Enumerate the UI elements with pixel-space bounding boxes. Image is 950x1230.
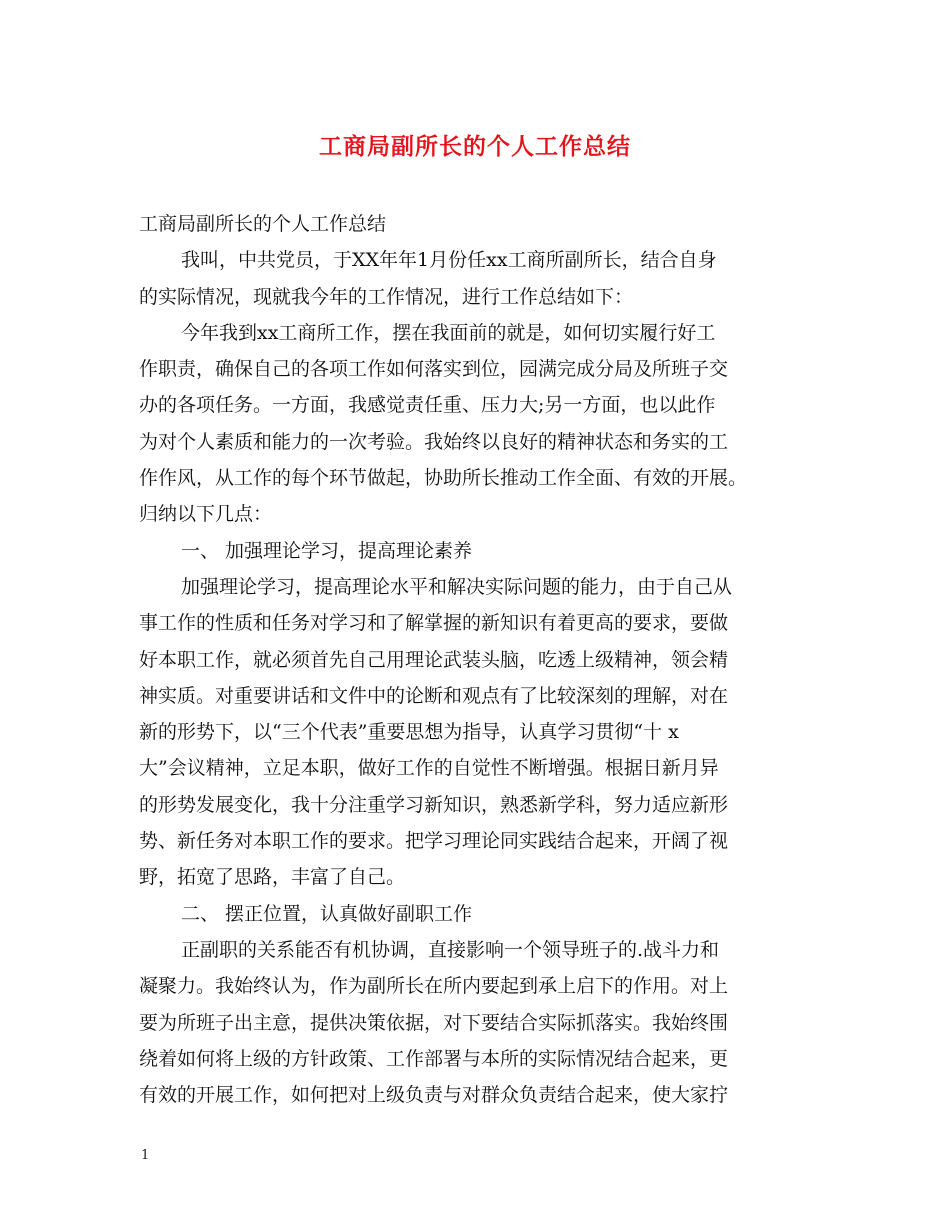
text-line: 绕着如何将上级的方针政策、工作部署与本所的实际情况结合起来，更	[139, 1047, 729, 1070]
document-body	[139, 206, 829, 1113]
text-line: 的实际情况，现就我今年的工作情况，进行工作总结如下：	[139, 285, 634, 308]
text-line: 归纳以下几点：	[139, 503, 273, 526]
text-line: 正副职的关系能否有机协调，直接影响一个领导班子的.战斗力和	[181, 938, 720, 961]
text-line: 事工作的性质和任务对学习和了解掌握的新知识有着更高的要求，要做	[139, 612, 729, 635]
text-line: 势、新任务对本职工作的要求。把学习理论同实践结合起来，开阔了视	[139, 830, 729, 853]
text-line: 办的各项任务。一方面，我感觉责任重、压力大;另一方面，也以此作	[139, 394, 716, 417]
document-title: 工商局副所长的个人工作总结	[319, 134, 631, 160]
text-line: 的形势发展变化，我十分注重学习新知识，熟悉新学科，努力适应新形	[139, 793, 729, 816]
text-line: 要为所班子出主意，提供决策依据，对下要结合实际抓落实。我始终围	[139, 1011, 729, 1034]
text-line: 凝聚力。我始终认为，作为副所长在所内要起到承上启下的作用。对上	[139, 975, 729, 998]
text-line: 我叫，中共党员，于XX年年1月份任xx工商所副所长，结合自身	[181, 249, 717, 272]
text-line: 加强理论学习，提高理论水平和解决实际问题的能力，由于自己从	[181, 575, 733, 598]
text-line: 工商局副所长的个人工作总结	[139, 213, 387, 235]
text-line: 好本职工作，就必须首先自己用理论武装头脑，吃透上级精神，领会精	[139, 648, 729, 671]
page-number: 1	[141, 1148, 150, 1163]
text-line: 为对个人素质和能力的一次考验。我始终以良好的精神状态和务实的工	[139, 430, 729, 453]
section-heading: 二、 摆正位置，认真做好副职工作	[181, 902, 473, 925]
text-line: 作作风，从工作的每个环节做起，协助所长推动工作全面、有效的开展。	[139, 467, 748, 490]
text-line: 作职责，确保自己的各项工作如何落实到位，园满完成分局及所班子交	[139, 358, 729, 381]
text-line: 野，拓宽了思路，丰富了自己。	[139, 866, 406, 889]
text-line: 新的形势下，以“三个代表”重要思想为指导，认真学习贯彻“十 x	[139, 721, 679, 744]
text-line: 神实质。对重要讲话和文件中的论断和观点有了比较深刻的理解，对在	[139, 684, 729, 707]
section-heading: 一、 加强理论学习，提高理论素养	[181, 539, 473, 562]
text-line: 今年我到xx工商所工作，摆在我面前的就是，如何切实履行好工	[181, 321, 716, 344]
text-line: 大”会议精神，立足本职，做好工作的自觉性不断增强。根据日新月异	[139, 757, 719, 780]
text-line: 有效的开展工作，如何把对上级负责与对群众负责结合起来，使大家拧	[139, 1084, 729, 1107]
